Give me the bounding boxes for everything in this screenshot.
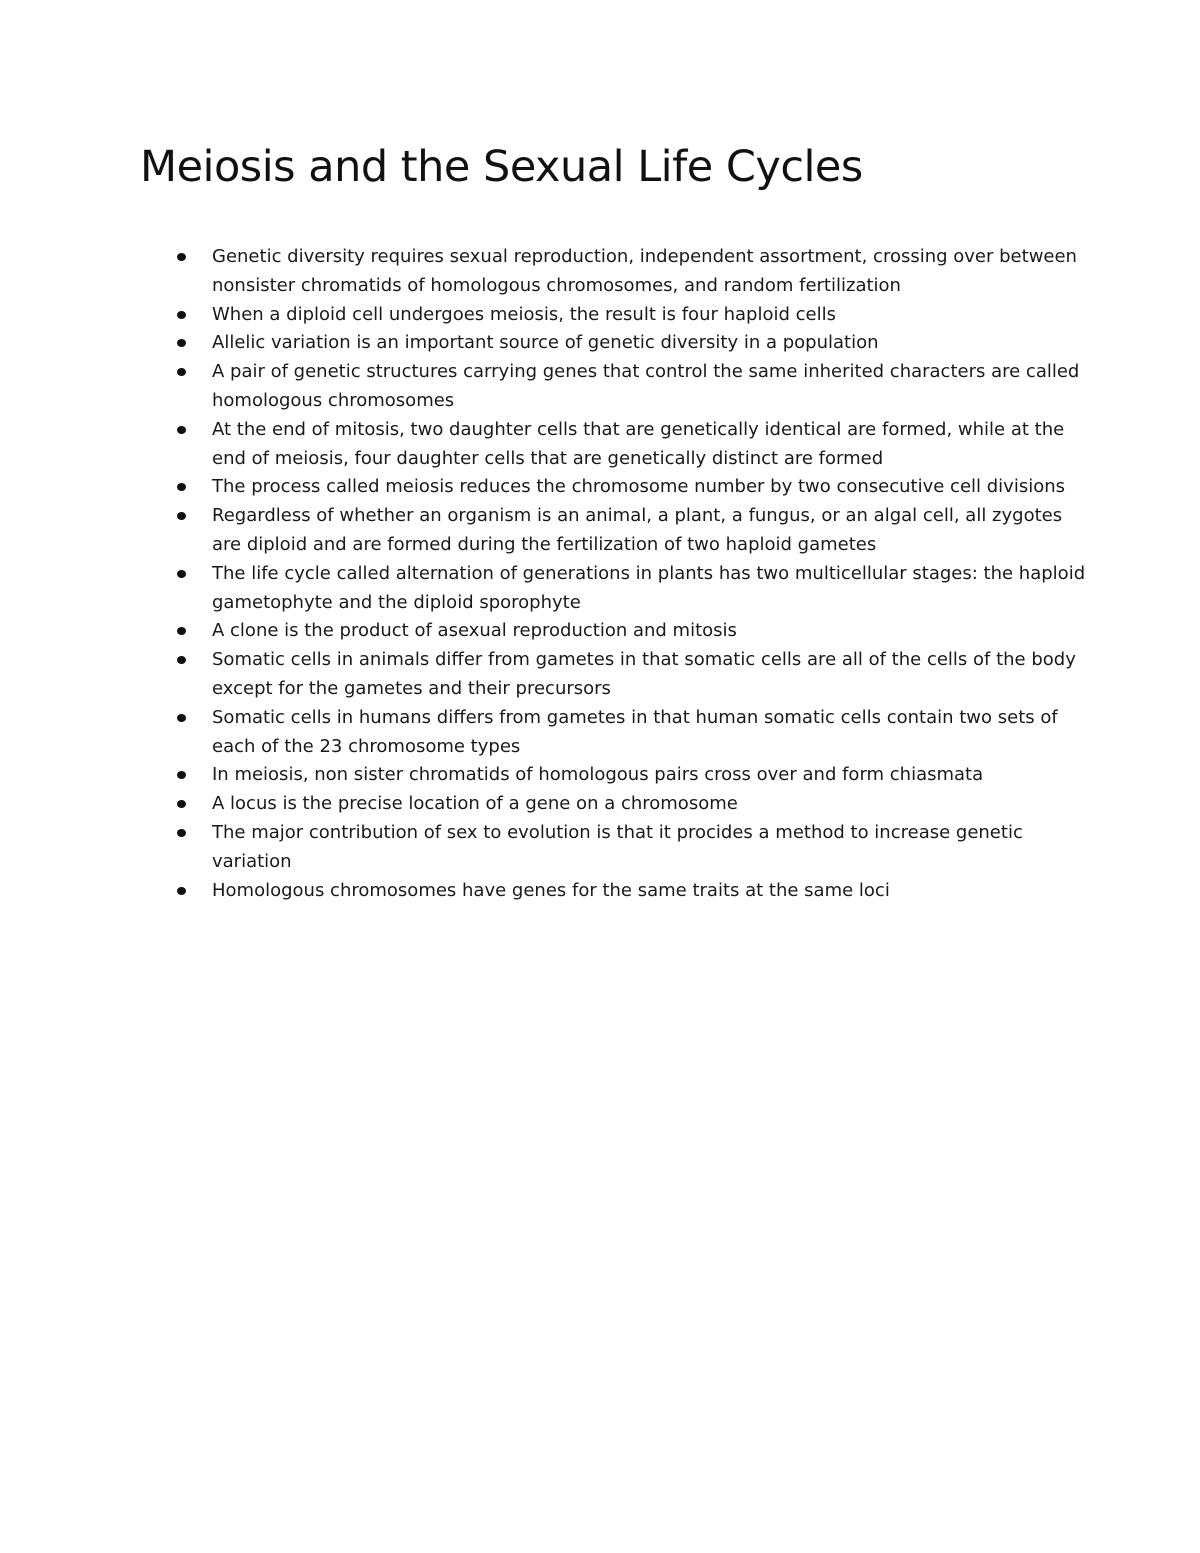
list-item-text: Somatic cells in animals differ from gametes in that somatic cells are all of the cells of the body except for the gametes and their precursors [212, 649, 1076, 699]
list-item-text: A pair of genetic structures carrying genes that control the same inherited characters are called homologous chromosomes [212, 361, 1080, 411]
bullet-icon [177, 800, 186, 808]
bullet-icon [177, 253, 186, 261]
bullet-icon [177, 627, 186, 635]
bullet-icon [177, 426, 186, 434]
bullet-icon [177, 570, 186, 578]
list-item [212, 358, 1092, 416]
bullet-icon [177, 771, 186, 779]
list-item-text: A clone is the product of asexual reproduction and mitosis [212, 620, 737, 642]
list-item [212, 560, 1092, 618]
page-title: Meiosis and the Sexual Life Cycles [140, 142, 863, 192]
list-item-text: The life cycle called alternation of generations in plants has two multicellular stages: the haploid gametophyte and the diploid sporophyte [212, 562, 1086, 613]
list-item [212, 502, 1092, 560]
list-item [212, 473, 1092, 502]
list-item-text: In meiosis, non sister chromatids of homologous pairs cross over and form chiasmata [212, 764, 984, 786]
list-item [212, 704, 1092, 762]
list-item [212, 819, 1092, 877]
bullet-icon [177, 512, 186, 520]
list-item-text: A locus is the precise location of a gene on a chromosome [212, 793, 738, 815]
bullet-icon [177, 368, 186, 376]
list-item [212, 617, 1092, 646]
bullet-icon [177, 339, 186, 347]
list-item [212, 790, 1092, 819]
list-item-text: Regardless of whether an organism is an animal, a plant, a fungus, or an algal cell, all zygotes are diploid and are formed during the fertilization of two haploid gametes [212, 505, 1063, 555]
list-item-text: The process called meiosis reduces the chromosome number by two consecutive cell divisions [212, 476, 1065, 498]
list-item-text: Somatic cells in humans differs from gametes in that human somatic cells contain two sets of each of the 23 chromosome types [212, 706, 1058, 757]
bullet-icon [177, 887, 186, 895]
list-item-text: Genetic diversity requires sexual reproduction, independent assortment, crossing over between nonsister chromatids of homologous chromosomes, and random fertilization [212, 246, 1077, 296]
bullet-icon [177, 829, 186, 837]
bullet-icon [177, 656, 186, 664]
list-item-text: When a diploid cell undergoes meiosis, the result is four haploid cells [212, 303, 836, 325]
list-item-text: The major contribution of sex to evolution is that it procides a method to increase genetic variation [212, 821, 1023, 872]
list-item-text: At the end of mitosis, two daughter cells that are genetically identical are formed, while at the end of meiosis, four daughter cells that are genetically distinct are formed [212, 418, 1065, 469]
list-item-text: Homologous chromosomes have genes for the same traits at the same loci [212, 879, 890, 901]
list-item [212, 301, 1092, 330]
list-item [212, 761, 1092, 790]
bullet-icon [177, 714, 186, 722]
bullet-list [212, 243, 1092, 905]
list-item-text: Allelic variation is an important source of genetic diversity in a population [212, 332, 879, 354]
list-item [212, 329, 1092, 358]
bullet-icon [177, 483, 186, 491]
list-item [212, 416, 1092, 474]
list-item [212, 646, 1092, 704]
list-item [212, 243, 1092, 301]
bullet-icon [177, 311, 186, 319]
list-item [212, 877, 1092, 906]
